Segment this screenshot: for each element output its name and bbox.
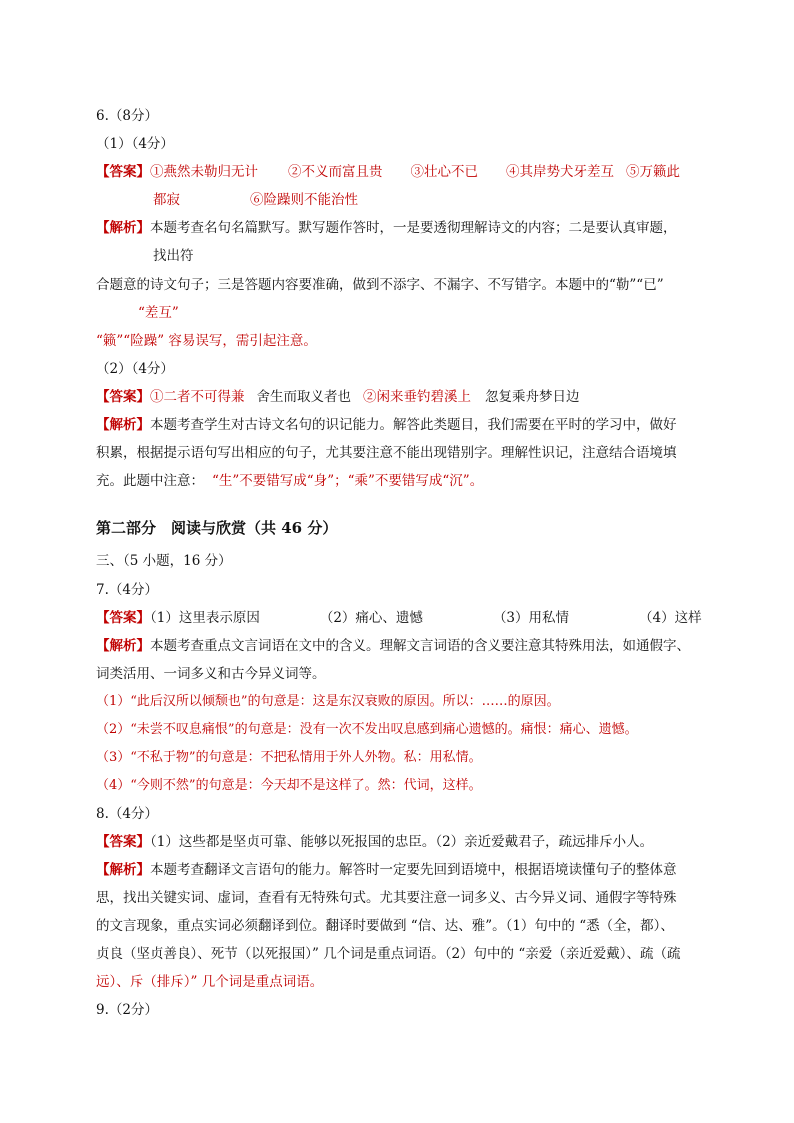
q9-header: 9.（2分） [96,1002,158,1018]
answer-tag: 【答案】 [96,164,150,180]
q8-answer: 【答案】（1）这些都是坚贞可靠、能够以死报国的忠臣。（2）亲近爱戴君子，疏远排斥小人。 [96,834,654,850]
q8-analysis-l5: 远）、斥（排斥）” 几个词是重点词语。 [96,974,324,990]
q6-answer1-cont: 都寂 ⑥险躁则不能治性 [153,192,358,208]
q6-analysis1: 【解析】本题考查名句名篇默写。默写题作答时，一是要透彻理解诗文的内容；二是要认真审题， [96,220,677,236]
q6-analysis1-l4: “差互” [138,305,179,321]
q7-item: （1）“此后汉所以倾颓也”的句意是：这是东汉衰败的原因。所以：……的原因。 [96,694,560,709]
q6-analysis1-l2: 找出符 [153,248,194,264]
q8-analysis-l4: 贞良（坚贞善良）、死节（以死报国）” 几个词是重点词语。（2）句中的 “亲爱（亲近爱戴）、疏（疏 [96,946,681,962]
analysis-tag: 【解析】 [96,220,150,236]
q6-analysis2: 【解析】本题考查学生对古诗文名句的识记能力。解答此类题目，我们需要在平时的学习中，做好 [96,417,677,433]
q6-analysis2-l2: 积累，根据提示语句写出相应的句子，尤其要注意不能出现错别字。理解性识记，注意结合语境填 [96,445,677,461]
section3-header: 三、（5 小题，16 分） [96,553,232,569]
q6-answer2: 【答案】①二者不可得兼 舍生而取义者也 ②闲来垂钓碧溪上 忽复乘舟梦日边 [96,389,580,405]
q7-answer: 【答案】（1）这里表示原因 （2）痛心、遗憾 （3）用私情 （4）这样 [96,610,702,626]
q8-header: 8.（4分） [96,806,158,822]
q7-analysis-l2: 词类活用、一词多义和古今异义词等。 [96,666,326,682]
q8-analysis-l3: 的文言现象，重点实词必须翻译到位。翻译时要做到 “信、达、雅”。（1）句中的 “悉（全，都）、 [96,918,674,934]
q6-analysis2-l3: 充。此题中注意： “生”不要错写成“身”；“乘”不要错写成“沉”。 [96,473,484,489]
q6-answer1: 【答案】①燕然未勒归无计 ②不义而富且贵 ③壮心不已 ④其岸势犬牙差互 ⑤万籁此 [96,164,680,180]
part2-title: 第二部分 阅读与欣赏（共 46 分） [96,519,338,537]
q6-part2-label: （2）（4分） [96,361,174,377]
q8-analysis: 【解析】本题考查翻译文言语句的能力。解答时一定要先回到语境中，根据语境读懂句子的整体意 [96,862,677,878]
q7-header: 7.（4分） [96,582,158,598]
q6-analysis1-l5: “籁”“险躁” 容易误写，需引起注意。 [96,333,317,349]
q6-header: 6.（8分） [96,108,158,124]
q7-item: （3）“不私于物”的句意是：不把私情用于外人外物。私：用私情。 [96,750,482,765]
q7-item: （4）“今则不然”的句意是：今天却不是这样了。然：代词，这样。 [96,778,482,793]
q8-analysis-l2: 思，找出关键实词、虚词，查看有无特殊句式。尤其要注意一词多义、古今异义词、通假字等特殊 [96,890,677,906]
q7-analysis: 【解析】本题考查重点文言词语在文中的含义。理解文言词语的含义要注意其特殊用法，如通假字、 [96,638,690,654]
q7-item: （2）“未尝不叹息痛恨”的句意是：没有一次不发出叹息感到痛心遗憾的。痛恨：痛心、遗憾。 [96,722,638,737]
q6-part1-label: （1）（4分） [96,136,174,152]
q6-analysis1-l3: 合题意的诗文句子；三是答题内容要准确，做到不添字、不漏字、不写错字。本题中的“勒”“已” [96,277,664,293]
